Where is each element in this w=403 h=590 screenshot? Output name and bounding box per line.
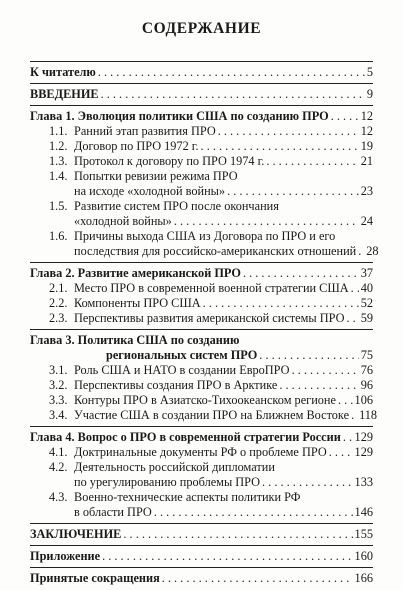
section-number: 2.1. — [49, 281, 68, 295]
leader-dots — [351, 408, 357, 423]
toc-entry-appendix[interactable] — [30, 549, 373, 564]
section-number: 3.2. — [49, 378, 68, 392]
toc-entry-2-1[interactable] — [30, 281, 373, 296]
section-title-continued: последствия для российско-американских отношений — [74, 244, 357, 258]
leader-dots — [338, 393, 353, 408]
leader-dots — [201, 139, 359, 154]
toc-entry-3-2[interactable] — [30, 378, 373, 393]
leader-dots — [218, 124, 359, 139]
divider — [30, 61, 373, 62]
section-title-continued: по урегулированию проблемы ПРО — [74, 475, 261, 489]
page-number: 166 — [354, 571, 373, 585]
section-number: 2.2. — [49, 296, 68, 310]
leader-dots — [101, 87, 365, 102]
page-number: 133 — [354, 475, 373, 489]
leader-dots — [292, 363, 359, 378]
section-title: Перспективы создания ПРО в Арктике — [74, 378, 278, 392]
page-number: 52 — [360, 296, 373, 310]
toc-entry-1-2[interactable] — [30, 139, 373, 154]
toc-entry-intro[interactable] — [30, 87, 373, 102]
divider — [30, 545, 373, 546]
leader-dots — [98, 65, 365, 80]
leader-dots — [358, 244, 364, 259]
section-title: Попытки ревизии режима ПРО — [74, 169, 238, 183]
section-number: 2.3. — [49, 311, 68, 325]
section-title: Контуры ПРО в Азиатско-Тихоокеанском регионе — [74, 393, 336, 407]
section-number: 4.1. — [49, 445, 68, 459]
toc-entry-1-1[interactable] — [30, 124, 373, 139]
divider — [30, 329, 373, 330]
section-number: 3.3. — [49, 393, 68, 407]
page-number: 21 — [360, 154, 373, 168]
toc-entry-4-1[interactable] — [30, 445, 373, 460]
toc-entry-conclusion[interactable] — [30, 527, 373, 542]
page-number: 40 — [360, 281, 373, 295]
section-number: 1.1. — [49, 124, 68, 138]
toc-entry-2-2[interactable] — [30, 296, 373, 311]
page-number: 37 — [360, 266, 373, 280]
entry-title: Приложение — [30, 549, 101, 563]
divider — [30, 523, 373, 524]
leader-dots — [279, 378, 358, 393]
toc-entry-3-3[interactable] — [30, 393, 373, 408]
leader-dots — [331, 109, 359, 124]
toc-entry-1-5-continued[interactable] — [30, 214, 373, 229]
toc-entry-3-1[interactable] — [30, 363, 373, 378]
entry-title: К читателю — [30, 65, 96, 79]
section-title: Развитие систем ПРО после окончания — [74, 199, 279, 213]
section-number: 4.3. — [49, 490, 68, 504]
toc-entry-4-3-continued[interactable] — [30, 505, 373, 520]
chapter-3 — [30, 333, 378, 423]
page-number: 9 — [366, 87, 373, 101]
section-title-continued: в области ПРО — [74, 505, 152, 519]
section-title: Компоненты ПРО США — [74, 296, 201, 310]
page-number: 129 — [354, 445, 373, 459]
leader-dots — [243, 266, 359, 281]
section-title: Ранний этап развития ПРО — [74, 124, 216, 138]
chapter-title: Глава 1. Эволюция политики США по созданию ПРО — [30, 109, 329, 123]
toc-entry-4-2[interactable] — [30, 460, 373, 475]
leader-dots — [343, 430, 353, 445]
section-number: 4.2. — [49, 460, 68, 474]
section-number: 1.6. — [49, 229, 68, 243]
leader-dots — [102, 549, 352, 564]
page-number: 19 — [360, 139, 373, 153]
section-title: Деятельность российской дипломатии — [74, 460, 275, 474]
page-number: 5 — [366, 65, 373, 79]
leader-dots — [262, 475, 353, 490]
page-number: 24 — [360, 214, 373, 228]
leader-dots — [227, 184, 359, 199]
chapter-title: Глава 2. Развитие американской ПРО — [30, 266, 241, 280]
section-number: 1.3. — [49, 154, 68, 168]
toc-entry-1-4-continued[interactable] — [30, 184, 373, 199]
section-number: 1.4. — [49, 169, 68, 183]
chapter-2 — [30, 266, 373, 326]
divider — [30, 262, 373, 263]
toc-entry-chapter-3[interactable] — [30, 333, 373, 348]
toc-entry-chapter-4[interactable] — [30, 430, 373, 445]
entry-title: ЗАКЛЮЧЕНИЕ — [30, 527, 122, 541]
section-number: 3.4. — [49, 408, 68, 422]
divider — [30, 567, 373, 568]
toc-entry-foreword[interactable] — [30, 65, 373, 80]
leader-dots — [174, 214, 359, 229]
toc-entry-1-5[interactable] — [30, 199, 373, 214]
page-number: 23 — [360, 184, 373, 198]
section-number: 1.5. — [49, 199, 68, 213]
toc-entry-chapter-2[interactable] — [30, 266, 373, 281]
page-number: 59 — [360, 311, 373, 325]
page-number: 12 — [360, 124, 373, 138]
toc-entry-2-3[interactable] — [30, 311, 373, 326]
page-number: 12 — [360, 109, 373, 123]
leader-dots — [347, 311, 359, 326]
toc-entry-1-3[interactable] — [30, 154, 373, 169]
section-title: Место ПРО в современной военной стратегии США — [74, 281, 349, 295]
leader-dots — [162, 571, 353, 586]
page-number: 146 — [354, 505, 373, 519]
toc-entry-chapter-3-continued[interactable] — [30, 348, 373, 363]
section-number: 3.1. — [49, 363, 68, 377]
table-of-contents — [30, 58, 379, 586]
toc-entry-3-4[interactable] — [30, 408, 378, 423]
page-number: 96 — [360, 378, 373, 392]
page-number: 75 — [360, 348, 373, 362]
section-title: Доктринальные документы РФ о проблеме ПРО — [74, 445, 327, 459]
page-number: 76 — [360, 363, 373, 377]
page-number: 106 — [354, 393, 373, 407]
chapter-title: Глава 4. Вопрос о ПРО в современной стратегии России — [30, 430, 341, 444]
leader-dots — [329, 445, 353, 460]
section-title-continued: «холодной войны» — [74, 214, 172, 228]
chapter-title: Глава 3. Политика США по созданию — [30, 333, 240, 347]
toc-entry-1-4[interactable] — [30, 169, 373, 184]
entry-title: Принятые сокращения — [30, 571, 160, 585]
toc-entry-chapter-1[interactable] — [30, 109, 373, 124]
section-title: Перспективы развития американской системы ПРО — [74, 311, 345, 325]
chapter-4 — [30, 430, 373, 520]
divider — [30, 83, 373, 84]
page-number: 118 — [359, 408, 378, 422]
leader-dots — [123, 527, 352, 542]
chapter-1 — [30, 109, 379, 259]
page-number: 160 — [354, 549, 373, 563]
entry-title: ВВЕДЕНИЕ — [30, 87, 99, 101]
section-title: Причины выхода США из Договора по ПРО и его — [74, 229, 336, 243]
divider — [30, 105, 373, 106]
chapter-title-continued: региональных систем ПРО — [106, 348, 258, 362]
toc-entry-abbreviations[interactable] — [30, 571, 373, 586]
section-title: Протокол к договору по ПРО 1974 г. — [74, 154, 265, 168]
page-title: СОДЕРЖАНИЕ — [141, 20, 262, 37]
section-title: Роль США и НАТО в создании ЕвроПРО — [74, 363, 290, 377]
leader-dots — [266, 154, 358, 169]
section-number: 1.2. — [49, 139, 68, 153]
leader-dots — [351, 281, 359, 296]
section-title: Военно-технические аспекты политики РФ — [74, 490, 301, 504]
page-number: 129 — [354, 430, 373, 444]
leader-dots — [154, 505, 353, 520]
section-title: Договор по ПРО 1972 г. — [74, 139, 199, 153]
toc-entry-1-6-continued[interactable] — [30, 244, 379, 259]
toc-entry-4-2-continued[interactable] — [30, 475, 373, 490]
section-title-continued: на исходе «холодной войны» — [74, 184, 226, 198]
section-title: Участие США в создании ПРО на Ближнем Востоке — [74, 408, 350, 422]
divider — [30, 426, 373, 427]
toc-entry-1-6[interactable] — [30, 229, 373, 244]
leader-dots — [259, 348, 358, 363]
page-number: 155 — [354, 527, 373, 541]
leader-dots — [203, 296, 359, 311]
page-number: 28 — [366, 244, 379, 258]
toc-entry-4-3[interactable] — [30, 490, 373, 505]
